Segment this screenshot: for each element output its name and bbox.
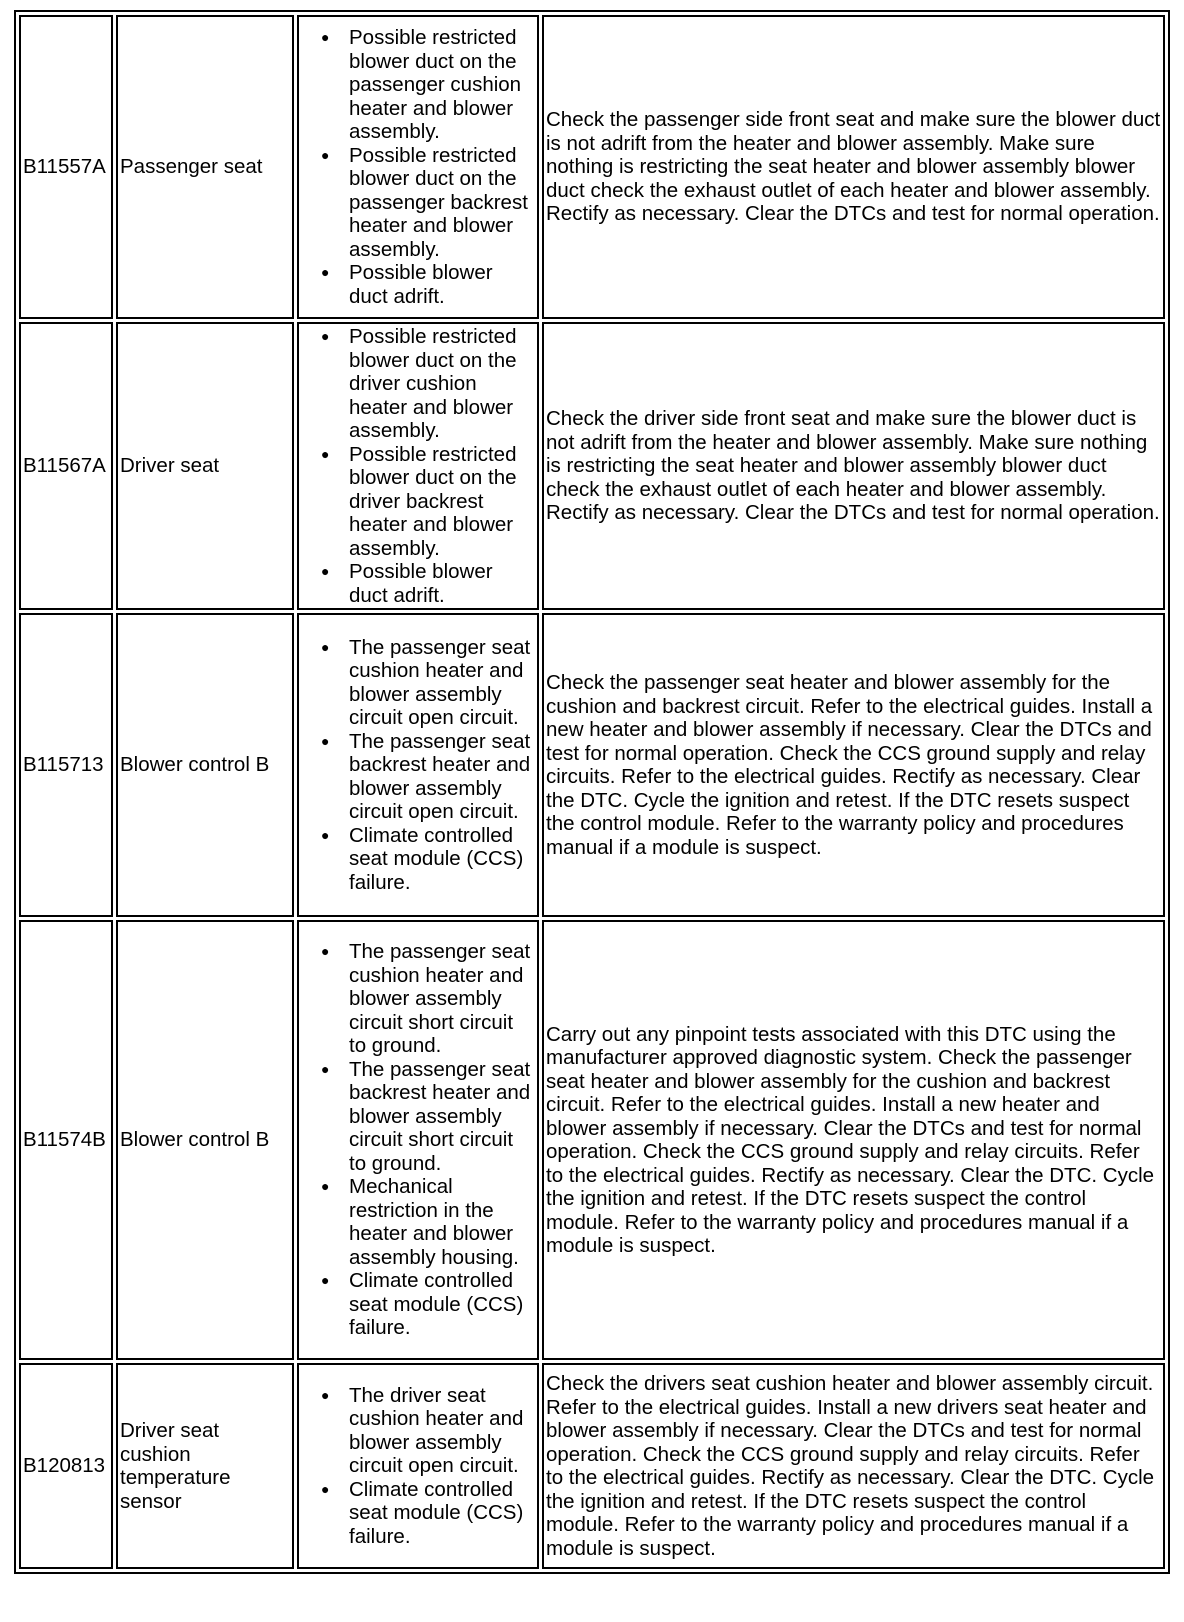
action-cell: Check the driver side front seat and make sure the blower duct is not adrift from the heater and blower assembly. Make sure nothing is restricting the seat heater and blower assembly blower duct check the exhaust outlet of each heater and blower assembly. Rectify as necessary. Clear the DTCs and test for normal operation. [542, 322, 1165, 610]
action-cell: Check the drivers seat cushion heater and blower assembly circuit. Refer to the electrical guides. Install a new drivers seat heater and blower assembly if necessary. Clear the DTCs and test for normal operation. Check the CCS ground supply and relay circuits. Refer to the electrical guides. Rectify as necessary. Clear the DTC. Cycle the ignition and retest. If the DTC resets suspect the control module. Refer to the warranty policy and procedures manual if a module is suspect. [542, 1363, 1165, 1569]
action-cell: Check the passenger seat heater and blower assembly for the cushion and backrest circuit. Refer to the electrical guides. Install a new heater and blower assembly if necessary. Clear the DTCs and test for normal operation. Check the CCS ground supply and relay circuits. Refer to the electrical guides. Rectify as necessary. Clear the DTC. Cycle the ignition and retest. If the DTC resets suspect the control module. Refer to the warranty policy and procedures manual if a module is suspect. [542, 613, 1165, 917]
possible-causes-cell [297, 15, 539, 319]
causes-list [301, 325, 535, 607]
causes-list [301, 940, 535, 1340]
cause-item: ● Possible restricted blower duct on the passenger cushion heater and blower assembly. [349, 26, 535, 144]
cause-item: ● The driver seat cushion heater and blower assembly circuit open circuit. [349, 1384, 535, 1478]
dtc-code-cell: B11567A [19, 322, 113, 610]
description-cell: Passenger seat [116, 15, 294, 319]
table-row [19, 15, 1165, 319]
possible-causes-cell [297, 322, 539, 610]
causes-list [301, 636, 535, 895]
description-cell: Blower control B [116, 613, 294, 917]
table-row [19, 920, 1165, 1360]
causes-list [301, 1384, 535, 1549]
action-cell: Carry out any pinpoint tests associated with this DTC using the manufacturer approved diagnostic system. Check the passenger seat heater and blower assembly for the cushion and backrest circuit. Refer to the electrical guides. Install a new heater and blower assembly if necessary. Clear the DTCs and test for normal operation. Check the CCS ground supply and relay circuits. Refer to the electrical guides. Rectify as necessary. Clear the DTC. Cycle the ignition and retest. If the DTC resets suspect the control module. Refer to the warranty policy and procedures manual if a module is suspect. [542, 920, 1165, 1360]
dtc-code-cell: B120813 [19, 1363, 113, 1569]
table-row [19, 613, 1165, 917]
cause-item: ● Climate controlled seat module (CCS) failure. [349, 824, 535, 895]
cause-item: ● Possible restricted blower duct on the passenger backrest heater and blower assembly. [349, 144, 535, 262]
possible-causes-cell [297, 920, 539, 1360]
dtc-table [14, 10, 1170, 1574]
possible-causes-cell [297, 1363, 539, 1569]
cause-item: ● Possible blower duct adrift. [349, 261, 535, 308]
cause-item: ● Possible blower duct adrift. [349, 560, 535, 607]
cause-item: ● Possible restricted blower duct on the driver backrest heater and blower assembly. [349, 443, 535, 561]
cause-item: ● The passenger seat backrest heater and blower assembly circuit short circuit to ground. [349, 1058, 535, 1176]
dtc-code-cell: B115713 [19, 613, 113, 917]
description-cell: Driver seat cushion temperature sensor [116, 1363, 294, 1569]
cause-item: ● Climate controlled seat module (CCS) failure. [349, 1478, 535, 1549]
table-row [19, 1363, 1165, 1569]
description-cell: Blower control B [116, 920, 294, 1360]
cause-item: ● Possible restricted blower duct on the driver cushion heater and blower assembly. [349, 325, 535, 443]
cause-item: ● Climate controlled seat module (CCS) failure. [349, 1269, 535, 1340]
table-row [19, 322, 1165, 610]
cause-item: ● Mechanical restriction in the heater and blower assembly housing. [349, 1175, 535, 1269]
description-cell: Driver seat [116, 322, 294, 610]
dtc-code-cell: B11574B [19, 920, 113, 1360]
cause-item: ● The passenger seat backrest heater and blower assembly circuit open circuit. [349, 730, 535, 824]
action-cell: Check the passenger side front seat and make sure the blower duct is not adrift from the heater and blower assembly. Make sure nothing is restricting the seat heater and blower assembly blower duct check the exhaust outlet of each heater and blower assembly. Rectify as necessary. Clear the DTCs and test for normal operation. [542, 15, 1165, 319]
dtc-code-cell: B11557A [19, 15, 113, 319]
cause-item: ● The passenger seat cushion heater and blower assembly circuit short circuit to ground. [349, 940, 535, 1058]
possible-causes-cell [297, 613, 539, 917]
cause-item: ● The passenger seat cushion heater and blower assembly circuit open circuit. [349, 636, 535, 730]
causes-list [301, 26, 535, 308]
